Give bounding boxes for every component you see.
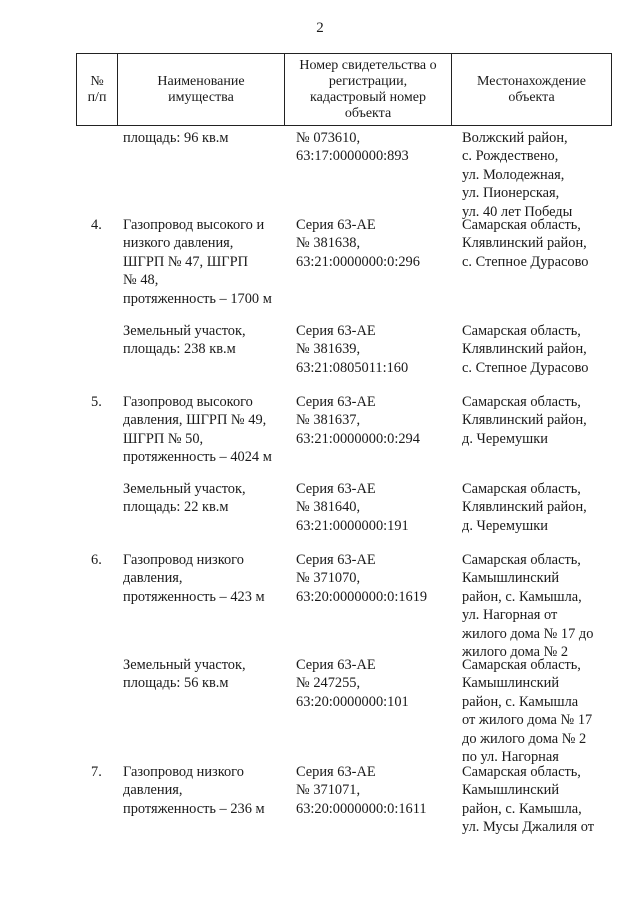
cell-line: по ул. Нагорная: [462, 749, 559, 766]
cell-line: протяженность – 1700 м: [123, 290, 272, 307]
cell-line: Земельный участок,: [123, 657, 246, 673]
cell-name: [123, 551, 265, 606]
cell-line: 63:20:0000000:101: [296, 693, 409, 710]
cell-line: Земельный участок,: [123, 481, 246, 497]
cell-line: с. Рождествено,: [462, 148, 559, 165]
cell-line: от жилого дома № 17: [462, 712, 593, 729]
header-line: п/п: [87, 89, 107, 105]
cell-line: Самарская область,: [462, 552, 581, 568]
header-line: Наименование: [157, 73, 245, 89]
cell-name: [123, 216, 272, 308]
cell-line: Серия 63-АЕ: [296, 323, 376, 339]
cell-line: д. Черемушки: [462, 430, 548, 447]
cell-line: район, с. Камышла,: [462, 588, 582, 605]
header-line: объекта: [344, 105, 392, 121]
header-line: имущества: [168, 89, 234, 105]
cell-line: до жилого дома № 2: [462, 730, 587, 747]
cell-line: Газопровод высокого и: [123, 217, 265, 233]
cell-line: Серия 63-АЕ: [296, 657, 376, 673]
cell-line: Земельный участок,: [123, 323, 246, 339]
cell-line: 63:17:0000000:893: [296, 148, 409, 165]
cell-location: [462, 216, 589, 271]
cell-line: с. Степное Дурасово: [462, 359, 589, 376]
header-name: [118, 54, 285, 126]
header-num: [77, 54, 118, 126]
cell-line: № 247255,: [296, 675, 361, 692]
cell-line: № 381637,: [296, 412, 361, 429]
cell-cert: [296, 129, 409, 166]
cell-line: Самарская область,: [462, 323, 581, 339]
cell-line: Камышлинский: [462, 570, 560, 587]
cell-cert: [296, 551, 427, 606]
cell-location: [462, 129, 572, 221]
cell-line: ул. Мусы Джалиля от: [462, 819, 595, 836]
header-line: Номер свидетельства о: [299, 57, 437, 73]
cell-location: [462, 393, 587, 448]
cell-line: ул. Молодежная,: [462, 166, 565, 183]
cell-line: № 371070,: [296, 570, 361, 587]
cell-line: Клявлинский район,: [462, 341, 587, 358]
cell-cert: [296, 480, 409, 535]
cell-line: Клявлинский район,: [462, 412, 587, 429]
cell-line: Газопровод низкого: [123, 764, 244, 780]
cell-line: площадь: 238 кв.м: [123, 341, 236, 358]
table-header: [76, 53, 612, 126]
cell-num: 6.: [91, 552, 102, 568]
header-location: [452, 54, 612, 126]
cell-line: Серия 63-АЕ: [296, 394, 376, 410]
cell-line: № 381638,: [296, 235, 361, 252]
cell-line: 63:21:0000000:0:294: [296, 430, 420, 447]
cell-line: № 371071,: [296, 782, 361, 799]
cell-num: 7.: [91, 764, 102, 780]
cell-line: № 48,: [123, 272, 159, 289]
cell-line: Камышлинский: [462, 782, 560, 799]
cell-line: 63:21:0000000:0:296: [296, 253, 420, 270]
cell-line: район, с. Камышла: [462, 693, 579, 710]
cell-line: жилого дома № 2: [462, 644, 569, 661]
header-cert: [285, 54, 452, 126]
cell-line: протяженность – 236 м: [123, 800, 265, 817]
header-line: №: [90, 73, 104, 89]
cell-location: [462, 322, 589, 377]
cell-line: протяженность – 4024 м: [123, 449, 272, 466]
cell-line: № 073610,: [296, 130, 361, 146]
cell-line: Серия 63-АЕ: [296, 217, 376, 233]
header-line: кадастровый номер: [310, 89, 426, 105]
cell-line: ул. 40 лет Победы: [462, 203, 573, 220]
cell-cert: [296, 763, 427, 818]
cell-line: район, с. Камышла,: [462, 800, 582, 817]
cell-line: № 381640,: [296, 499, 361, 516]
cell-line: Клявлинский район,: [462, 499, 587, 516]
cell-line: площадь: 56 кв.м: [123, 675, 229, 692]
cell-line: Серия 63-АЕ: [296, 764, 376, 780]
cell-line: с. Степное Дурасово: [462, 253, 589, 270]
cell-line: давления, ШГРП № 49,: [123, 412, 267, 429]
header-line: объекта: [508, 89, 555, 105]
cell-name: [123, 480, 246, 517]
cell-line: Волжский район,: [462, 130, 568, 146]
cell-line: д. Черемушки: [462, 517, 548, 534]
cell-location: [462, 551, 593, 661]
page-number: 2: [316, 20, 324, 36]
cell-line: Клявлинский район,: [462, 235, 587, 252]
cell-line: площадь: 96 кв.м: [123, 130, 229, 146]
cell-line: Самарская область,: [462, 481, 581, 497]
cell-line: 63:21:0000000:191: [296, 517, 409, 534]
cell-location: [462, 656, 592, 766]
cell-line: ШГРП № 47, ШГРП: [123, 253, 248, 270]
cell-name: [123, 656, 246, 693]
cell-line: Самарская область,: [462, 394, 581, 410]
cell-line: давления,: [123, 782, 183, 799]
cell-cert: [296, 393, 420, 448]
cell-line: 63:21:0805011:160: [296, 359, 409, 376]
cell-line: низкого давления,: [123, 235, 234, 252]
cell-cert: [296, 216, 420, 271]
cell-line: ул. Нагорная от: [462, 607, 558, 624]
cell-location: [462, 763, 594, 837]
cell-name: [123, 129, 229, 147]
cell-num: 5.: [91, 394, 102, 410]
cell-line: 63:20:0000000:0:1619: [296, 588, 428, 605]
cell-line: Самарская область,: [462, 764, 581, 780]
cell-name: [123, 763, 265, 818]
cell-line: жилого дома № 17 до: [462, 625, 594, 642]
cell-line: Серия 63-АЕ: [296, 552, 376, 568]
cell-line: Газопровод высокого: [123, 394, 253, 410]
cell-line: Самарская область,: [462, 657, 581, 673]
cell-line: Самарская область,: [462, 217, 581, 233]
cell-line: ШГРП № 50,: [123, 430, 204, 447]
cell-line: № 381639,: [296, 341, 361, 358]
header-line: Местонахождение: [476, 73, 586, 89]
header-line: регистрации,: [328, 73, 408, 89]
cell-num: 4.: [91, 217, 102, 233]
cell-cert: [296, 656, 409, 711]
cell-name: [123, 393, 272, 467]
cell-line: Камышлинский: [462, 675, 560, 692]
cell-line: протяженность – 423 м: [123, 588, 265, 605]
cell-line: Газопровод низкого: [123, 552, 244, 568]
cell-line: давления,: [123, 570, 183, 587]
cell-line: ул. Пионерская,: [462, 185, 560, 202]
cell-line: 63:20:0000000:0:1611: [296, 800, 427, 817]
cell-cert: [296, 322, 408, 377]
cell-location: [462, 480, 587, 535]
cell-name: [123, 322, 246, 359]
cell-line: площадь: 22 кв.м: [123, 499, 229, 516]
cell-line: Серия 63-АЕ: [296, 481, 376, 497]
